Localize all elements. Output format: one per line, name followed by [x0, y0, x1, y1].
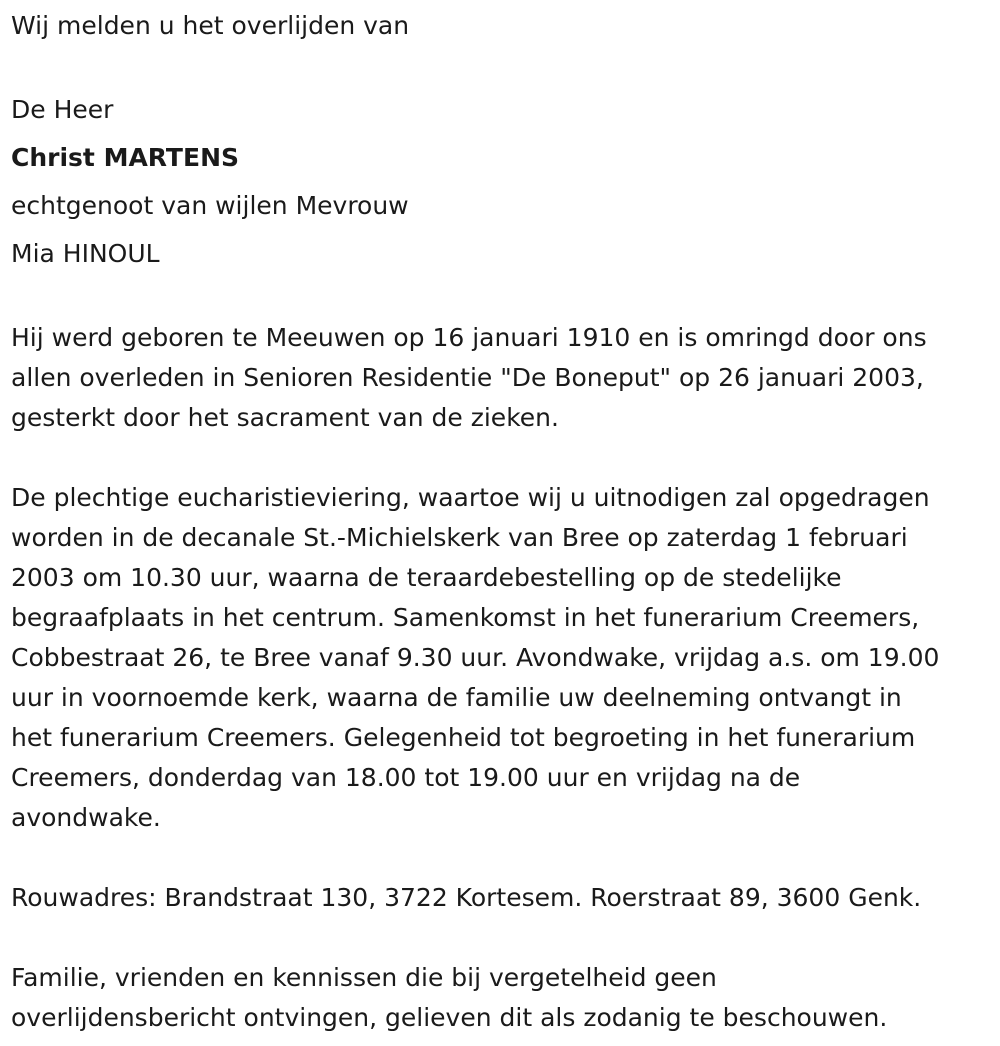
service-line: het funerarium Creemers. Gelegenheid tot begroeting in het funerarium: [11, 723, 916, 752]
service-line: Creemers, donderdag van 18.00 tot 19.00 uur en vrijdag na de: [11, 763, 801, 792]
closing-line: overlijdensbericht ontvingen, gelieven dit als zodanig te beschouwen.: [11, 1003, 888, 1032]
birth-line: allen overleden in Senioren Residentie "De Boneput" op 26 januari 2003,: [11, 363, 924, 392]
closing-line: Familie, vrienden en kennissen die bij vergetelheid geen: [11, 963, 717, 992]
service-line: Cobbestraat 26, te Bree vanaf 9.30 uur. Avondwake, vrijdag a.s. om 19.00: [11, 643, 940, 672]
spacer: [11, 918, 996, 958]
address-line: Rouwadres: Brandstraat 130, 3722 Kortesem. Roerstraat 89, 3600 Genk.: [11, 883, 922, 912]
spacer: [11, 278, 996, 318]
intro-line: Wij melden u het overlijden van: [11, 11, 410, 40]
service-line: begraafplaats in het centrum. Samenkomst in het funerarium Creemers,: [11, 603, 920, 632]
service-paragraph: [11, 478, 996, 838]
death-notice: [11, 6, 996, 1038]
service-line: worden in de decanale St.-Michielskerk van Bree op zaterdag 1 februari: [11, 523, 908, 552]
birth-paragraph: [11, 318, 996, 438]
birth-line: gesterkt door het sacrament van de zieken.: [11, 403, 559, 432]
deceased-name: Christ MARTENS: [11, 143, 239, 172]
relation-line: echtgenoot van wijlen Mevrouw: [11, 191, 409, 220]
service-line: De plechtige eucharistieviering, waartoe wij u uitnodigen zal opgedragen: [11, 483, 930, 512]
spacer: [11, 838, 996, 878]
service-line: 2003 om 10.30 uur, waarna de teraardebestelling op de stedelijke: [11, 563, 842, 592]
closing-paragraph: [11, 958, 996, 1038]
person-title: De Heer: [11, 95, 114, 124]
service-line: uur in voornoemde kerk, waarna de familie uw deelneming ontvangt in: [11, 683, 902, 712]
spacer: [11, 438, 996, 478]
birth-line: Hij werd geboren te Meeuwen op 16 januari 1910 en is omringd door ons: [11, 323, 927, 352]
spouse-name: Mia HINOUL: [11, 239, 160, 268]
service-line: avondwake.: [11, 803, 161, 832]
spacer: [11, 46, 996, 86]
